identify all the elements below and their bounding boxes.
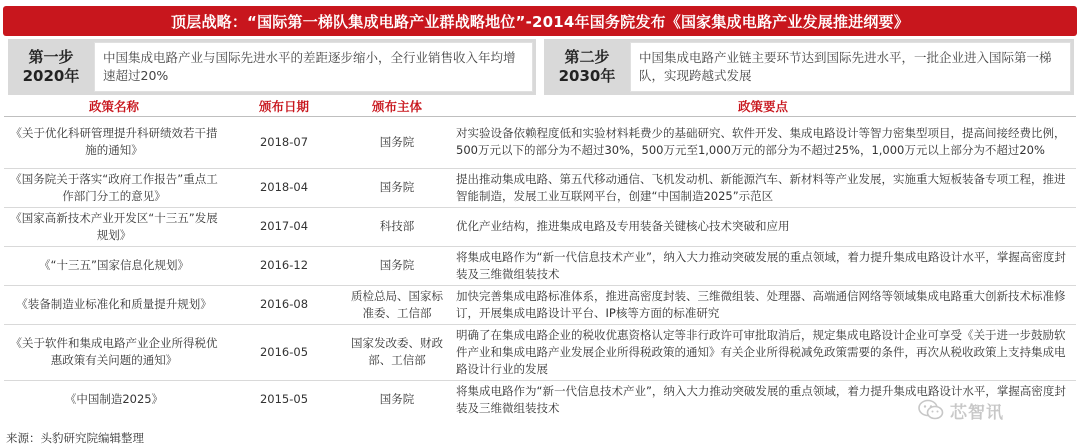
- table-row: [4, 207, 1076, 246]
- step-two-text: [630, 42, 1071, 92]
- wechat-icon: [918, 399, 944, 421]
- key-points: 明确了在集成电路企业的税收优惠资格认定等非行政许可审批取消后，规定集成电路设计企业可享受《关于进一步鼓励软件产业和集成电路产业发展企业所得税政策的通知》有关企业所得税减免政策需要的条件，再次从税收政策上支持集成电路设计行业的发展: [450, 324, 1076, 380]
- step-one-label: [8, 48, 94, 86]
- step-one-title: 第一步: [28, 48, 74, 66]
- policy-table-wrapper: [4, 97, 1076, 419]
- key-points: 提出推动集成电路、第五代移动通信、飞机发动机、新能源汽车、新材料等产业发展，实施重大短板装备专项工程，推进智能制造，发展工业互联网平台，创建“中国制造2025”示范区: [450, 168, 1076, 207]
- step-one-year: 2020年: [22, 67, 80, 85]
- table-row: [4, 168, 1076, 207]
- page-banner: [3, 6, 1077, 36]
- watermark: [918, 396, 1068, 424]
- issuer: 国务院: [344, 116, 450, 168]
- key-points: 对实验设备依赖程度低和实验材料耗费少的基础研究、软件开发、集成电路设计等智力密集型项目，提高间接经费比例，500万元以下的部分为不超过30%，500万元至1,000万元的部分为不超过25%，1,000万元以上部分为不超过20%: [450, 116, 1076, 168]
- release-date: 2017-04: [224, 207, 344, 246]
- step-one: [8, 39, 536, 95]
- issuer: 国家发改委、财政部、工信部: [344, 324, 450, 380]
- policy-table: [4, 97, 1076, 419]
- release-date: 2015-05: [224, 380, 344, 419]
- key-points: 将集成电路作为“新一代信息技术产业”，纳入大力推动突破发展的重点领域，着力提升集成电路设计水平，掌握高密度封装及三维微组装技术: [450, 380, 1076, 419]
- header-key-points: 政策要点: [450, 97, 1076, 116]
- policy-name: 《装备制造业标准化和质量提升规划》: [4, 285, 224, 324]
- step-two-title: 第二步: [564, 48, 610, 66]
- policy-name: 《中国制造2025》: [4, 380, 224, 419]
- step-two-year: 2030年: [558, 67, 616, 85]
- policy-name: 《国务院关于落实“政府工作报告”重点工作部门分工的意见》: [4, 168, 224, 207]
- issuer: 科技部: [344, 207, 450, 246]
- issuer: 国务院: [344, 380, 450, 419]
- policy-name: 《国家高新技术产业开发区“十三五”发展规划》: [4, 207, 224, 246]
- step-two-description: 中国集成电路产业链主要环节达到国际先进水平，一批企业进入国际第一梯队，实现跨越式发展: [639, 50, 1052, 83]
- header-issuer: 颁布主体: [344, 97, 450, 116]
- release-date: 2016-12: [224, 246, 344, 285]
- release-date: 2016-05: [224, 324, 344, 380]
- header-policy-name: 政策名称: [4, 97, 224, 116]
- table-row: [4, 380, 1076, 419]
- step-two: [544, 39, 1074, 95]
- policy-name: 《关于优化科研管理提升科研绩效若干措施的通知》: [4, 116, 224, 168]
- table-row: [4, 116, 1076, 168]
- header-release-date: 颁布日期: [224, 97, 344, 116]
- table-row: [4, 285, 1076, 324]
- issuer: 国务院: [344, 168, 450, 207]
- release-date: 2016-08: [224, 285, 344, 324]
- release-date: 2018-04: [224, 168, 344, 207]
- step-one-description: 中国集成电路产业与国际先进水平的差距逐步缩小，全行业销售收入年均增速超过20%: [103, 50, 516, 83]
- issuer: 质检总局、国家标准委、工信部: [344, 285, 450, 324]
- steps-section: [8, 39, 1074, 95]
- release-date: 2018-07: [224, 116, 344, 168]
- step-one-text: [94, 42, 533, 92]
- key-points: 将集成电路作为“新一代信息技术产业”，纳入大力推动突破发展的重点领域，着力提升集成电路设计水平，掌握高密度封装及三维微组装技术: [450, 246, 1076, 285]
- table-header-row: [4, 97, 1076, 116]
- banner-title: 顶层战略：“国际第一梯队集成电路产业群战略地位”-2014年国务院发布《国家集成电路产业发展推进纲要》: [171, 12, 909, 31]
- step-two-label: [544, 48, 630, 86]
- key-points: 加快完善集成电路标准体系，推进高密度封装、三维微组装、处理器、高端通信网络等领域集成电路重大创新技术标准修订，开展集成电路设计平台、IP核等方面的标准研究: [450, 285, 1076, 324]
- issuer: 国务院: [344, 246, 450, 285]
- table-row: [4, 324, 1076, 380]
- key-points: 优化产业结构，推进集成电路及专用装备关键核心技术突破和应用: [450, 207, 1076, 246]
- policy-name: 《“十三五”国家信息化规划》: [4, 246, 224, 285]
- policy-name: 《关于软件和集成电路产业企业所得税优惠政策有关问题的通知》: [4, 324, 224, 380]
- watermark-text: 芯智讯: [950, 402, 1004, 423]
- source-note: 来源：头豹研究院编辑整理: [6, 431, 144, 445]
- table-row: [4, 246, 1076, 285]
